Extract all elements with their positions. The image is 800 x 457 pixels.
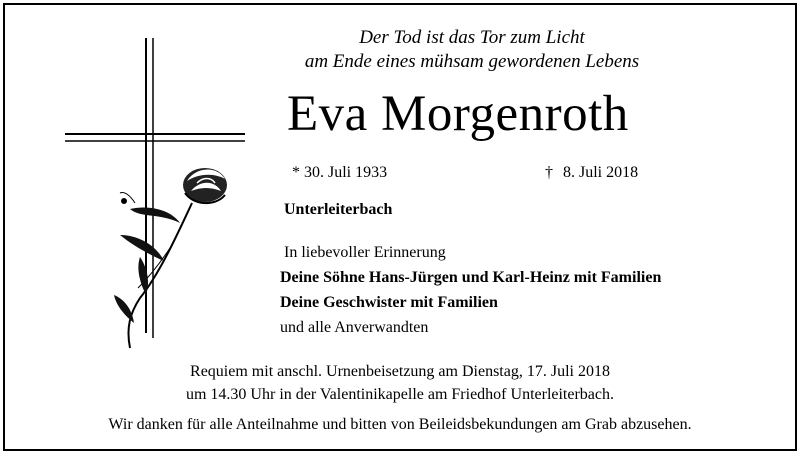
motto-line-1: Der Tod ist das Tor zum Licht <box>359 27 585 48</box>
mourners-line-1: Deine Söhne Hans-Jürgen und Karl-Heinz mit Familien <box>280 269 662 286</box>
deceased-name: Eva Morgenroth <box>287 86 629 142</box>
death-date-value: 8. Juli 2018 <box>563 164 639 181</box>
service-line-2: um 14.30 Uhr in der Valentinikapelle am Friedhof Unterleiterbach. <box>185 386 615 403</box>
birth-date: * 30. Juli 1933 <box>292 164 388 181</box>
residence: Unterleiterbach <box>284 201 393 218</box>
service-line-1: Requiem mit anschl. Urnenbeisetzung am Dienstag, 17. Juli 2018 <box>190 363 610 380</box>
mourners-line-3: und alle Anverwandten <box>280 319 429 336</box>
mourners-intro: In liebevoller Erinnerung <box>284 244 446 261</box>
obituary-card <box>3 3 797 451</box>
cross-symbol: † <box>545 164 553 181</box>
cross-with-rose-icon <box>60 33 250 363</box>
closing-text: Wir danken für alle Anteilnahme und bitten von Beileidsbekundungen am Grab abzusehen. <box>108 416 692 433</box>
death-date <box>545 164 638 182</box>
mourners-line-2: Deine Geschwister mit Familien <box>280 294 498 311</box>
motto-line-2: am Ende eines mühsam gewordenen Lebens <box>304 51 640 72</box>
